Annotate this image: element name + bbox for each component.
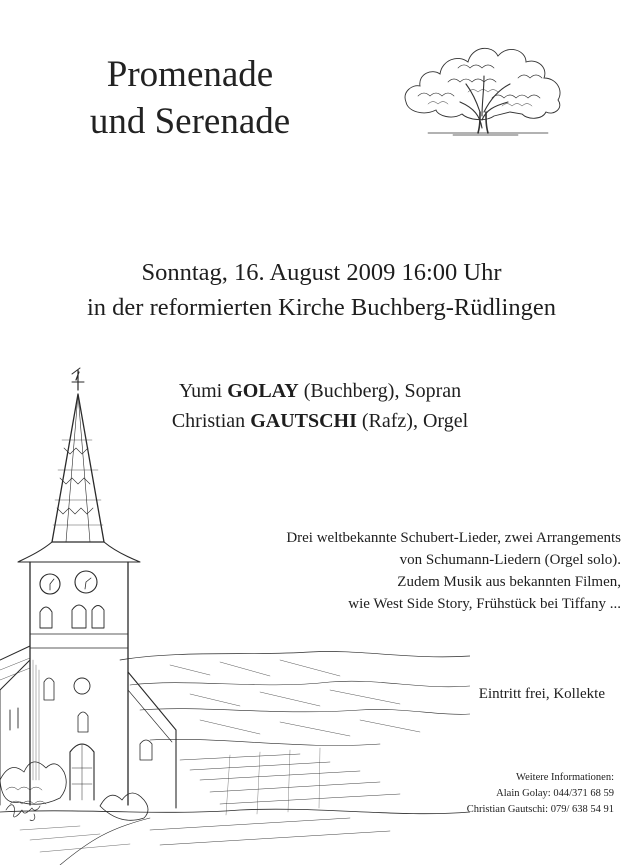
contact-info <box>360 770 614 817</box>
program-line: Drei weltbekannte Schubert-Lieder, zwei Arrangements <box>286 530 621 546</box>
performer-first-name: Yumi <box>178 380 228 402</box>
program-line: Zudem Musik aus bekannten Filmen, <box>397 574 621 591</box>
performer-first-name: Christian <box>171 410 251 432</box>
event-details <box>0 256 643 326</box>
event-location: in der reformierten Kirche Buchberg-Rüdlingen <box>87 293 556 321</box>
performer-last-name: GOLAY <box>227 380 299 402</box>
contact-line: Christian Gautschi: 079/ 638 54 91 <box>466 803 614 815</box>
flyer-title <box>0 52 380 146</box>
performer-last-name: GAUTSCHI <box>250 410 357 432</box>
admission-note: Eintritt frei, Kollekte <box>478 686 605 702</box>
title-line-1: Promenade <box>106 54 274 95</box>
program-description <box>150 527 621 615</box>
event-date: Sonntag, 16. August 2009 16:00 Uhr <box>141 259 502 286</box>
title-line-2: und Serenade <box>89 100 291 142</box>
artist-signature <box>6 805 40 821</box>
tree-sketch <box>398 16 570 136</box>
program-line: von Schumann-Liedern (Orgel solo). <box>399 552 621 569</box>
contact-heading: Weitere Informationen: <box>516 772 614 783</box>
performer-role: (Rafz), Orgel <box>356 410 469 432</box>
program-line: wie West Side Story, Frühstück bei Tiffany ... <box>348 596 621 613</box>
contact-line: Alain Golay: 044/371 68 59 <box>496 787 614 799</box>
performer-role: (Buchberg), Sopran <box>298 380 462 402</box>
